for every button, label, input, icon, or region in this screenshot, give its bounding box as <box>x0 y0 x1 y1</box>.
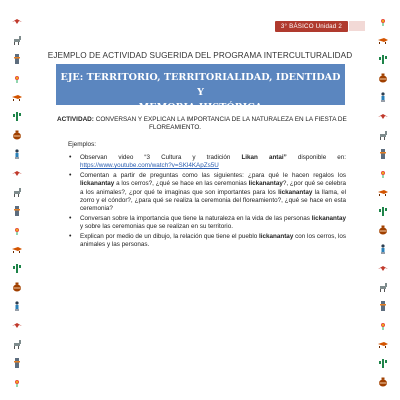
bullet-icon: • <box>69 232 72 240</box>
flower-icon <box>377 320 389 330</box>
condor-icon <box>377 111 389 121</box>
ejemplos-heading <box>68 141 96 148</box>
actividad-block <box>57 116 347 132</box>
flower-icon <box>11 225 23 235</box>
condor-icon <box>377 263 389 273</box>
item-bold-text: lickanantay <box>259 232 294 240</box>
totem-icon <box>11 358 23 368</box>
actividad-label: ACTIVIDAD: <box>57 116 94 123</box>
llama-icon <box>377 130 389 140</box>
zorro-icon <box>11 92 23 102</box>
left-decorative-border <box>8 16 26 392</box>
totem-icon <box>377 301 389 311</box>
flower-icon <box>377 168 389 178</box>
cactus-icon <box>377 206 389 216</box>
ejemplos-colon: : <box>94 141 97 148</box>
document-header-title: EJEMPLO DE ACTIVIDAD SUGERIDA DEL PROGRAMA INTERCULTURALIDAD <box>47 51 353 60</box>
totem-icon <box>377 149 389 159</box>
item-bold-text: lickanantay <box>248 180 283 188</box>
flower-icon <box>11 73 23 83</box>
item-bold-text: lickanantay <box>80 180 115 188</box>
item-text: disponible en: <box>286 154 346 161</box>
cactus-icon <box>377 358 389 368</box>
totem-icon <box>11 206 23 216</box>
item-bold-text: Likan antai” <box>241 154 287 161</box>
llama-icon <box>11 187 23 197</box>
item-text: con los cerros, los animales y las personas. <box>80 232 346 249</box>
pottery-icon <box>377 377 389 387</box>
item-bold-text: lickanantay <box>278 188 313 196</box>
eje-title-box <box>56 64 345 113</box>
cactus-icon <box>11 111 23 121</box>
grade-unit-badge: 3° BÁSICO Unidad 2 <box>275 21 348 32</box>
eje-title-line-1: EJE: TERRITORIO, TERRITORIALIDAD, IDENTIDAD Y <box>60 72 341 98</box>
figure-icon <box>11 149 23 159</box>
actividad-text-1: CONVERSAN Y EXPLICAN LA IMPORTANCIA DE LA NATURALEZA EN LA FIESTA DE <box>93 116 347 123</box>
item-bold-text: lickanantay <box>311 214 346 222</box>
item-text: ?, ¿por qué se celebra a los animales?, ¿por qué te imaginas que son importantes para los <box>80 180 346 196</box>
figure-icon <box>377 92 389 102</box>
zorro-icon <box>377 339 389 349</box>
pottery-icon <box>377 225 389 235</box>
item-text: Comentan a partir de preguntas como las siguientes: ¿para qué le hacen regalos los <box>80 171 346 179</box>
flower-icon <box>11 377 23 387</box>
video-link[interactable]: https://www.youtube.com/watch?v=SKl4KApZs5U <box>80 162 219 170</box>
list-item <box>68 154 346 171</box>
item-text: a los cerros?, ¿qué se hace en las ceremonias <box>114 180 249 188</box>
bullet-icon: • <box>69 154 72 161</box>
condor-icon <box>11 320 23 330</box>
flower-icon <box>377 16 389 26</box>
list-item <box>68 233 346 250</box>
condor-icon <box>11 168 23 178</box>
list-item <box>68 215 346 232</box>
figure-icon <box>377 244 389 254</box>
bullet-icon: • <box>69 214 72 222</box>
condor-icon <box>11 16 23 26</box>
pottery-icon <box>11 282 23 292</box>
llama-icon <box>377 282 389 292</box>
pottery-icon <box>11 130 23 140</box>
item-text: Explican por medio de un dibujo, la relación que tiene el pueblo <box>80 232 260 240</box>
item-text: Conversan sobre la importancia que tiene la naturaleza en la vida de las personas <box>80 214 312 222</box>
bullet-icon: • <box>69 171 72 179</box>
ejemplos-label: Ejemplos <box>68 141 95 148</box>
llama-icon <box>11 35 23 45</box>
zorro-icon <box>377 187 389 197</box>
llama-icon <box>11 339 23 349</box>
figure-icon <box>11 301 23 311</box>
item-text: la llama, el zorro y el cóndor?, ¿para qué se realiza la ceremonia del floreamiento?, ¿qué se hace en esta ceremonia? <box>80 188 346 213</box>
example-list <box>68 154 346 250</box>
actividad-text-2: FLOREAMIENTO. <box>149 124 202 131</box>
item-text: Observan video “3 Cultura y tradición <box>80 154 242 161</box>
list-item <box>68 172 346 214</box>
zorro-icon <box>377 35 389 45</box>
zorro-icon <box>11 244 23 254</box>
cactus-icon <box>11 263 23 273</box>
eje-title-line-2: MEMORIA HISTÓRICA <box>138 102 263 113</box>
item-text: y sobre las ceremonias que se realizan en su territorio. <box>80 223 233 231</box>
badge-accent-bar <box>349 21 365 31</box>
pottery-icon <box>377 73 389 83</box>
right-decorative-border <box>374 16 392 392</box>
